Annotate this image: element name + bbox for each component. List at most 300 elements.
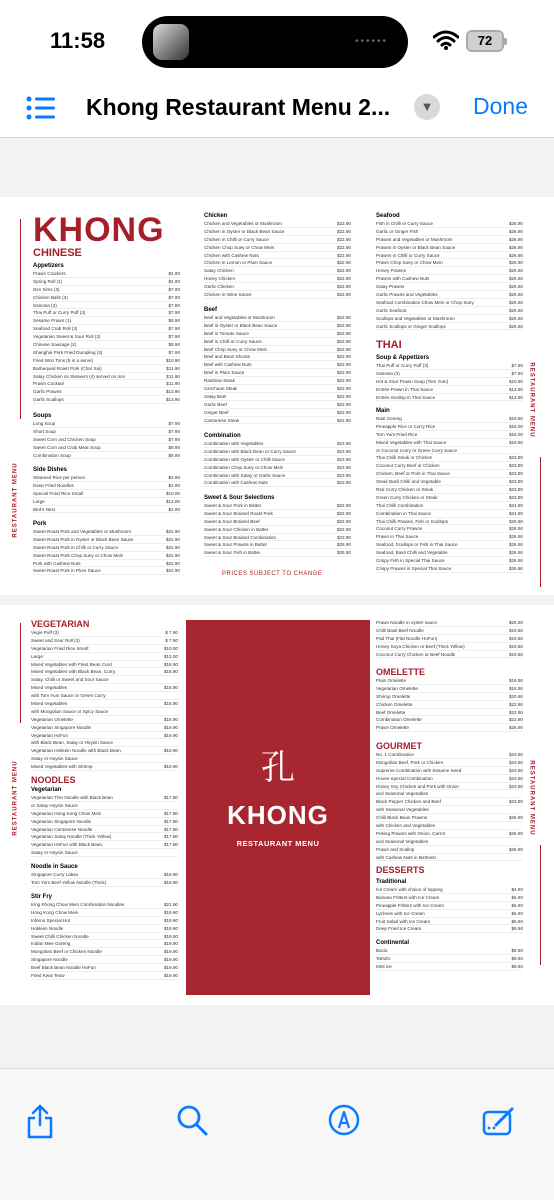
menu-item-price: $18.90 <box>163 879 178 885</box>
menu-item <box>376 701 523 709</box>
menu-item-name: Sweet & Sour Braised Combination <box>204 534 277 540</box>
menu-item-name: Garlic Seafood <box>376 307 407 313</box>
menu-item-price: $6.90 <box>511 926 523 932</box>
menu-item-price: $17.90 <box>163 818 178 824</box>
menu-item <box>33 302 180 310</box>
menu-item-name: Plain Omelette <box>376 678 407 683</box>
menu-item <box>33 444 180 452</box>
menu-cover-panel <box>186 620 370 995</box>
menu-item-name: Prawn Omelette <box>376 725 409 731</box>
menu-item <box>31 841 178 849</box>
menu-item-name: Hot & Sour Prawn Soup (Tom Yum) <box>376 378 449 384</box>
menu-item-name: Large: <box>31 653 45 659</box>
menu-item <box>376 790 523 798</box>
menu-item <box>376 307 523 315</box>
menu-item-price: $26.90 <box>508 268 523 274</box>
menu-item-price: $26.90 <box>508 815 523 821</box>
battery-indicator <box>466 30 504 52</box>
side-rule-left <box>20 219 21 419</box>
menu-item-name: Steak Basil Chilli and Vegetable <box>376 479 441 485</box>
menu-item <box>204 322 351 330</box>
menu-item-name: Thai Chilli Combination <box>376 502 424 508</box>
menu-item <box>376 918 523 926</box>
menu-item-price: $23.90 <box>336 472 351 478</box>
menu-item-name: Honey Soya Chicken or Beef (Thick Yellow) <box>376 643 465 649</box>
menu-item-name: Sweet & Sour Chicken in Batter <box>204 526 269 532</box>
menu-item <box>31 724 178 732</box>
menu-item-price: $22.90 <box>336 276 351 282</box>
menu-item-name: Vegetarian HoFun <box>31 732 69 738</box>
menu-item-price: $22.90 <box>336 268 351 274</box>
menu-item-price: $26.90 <box>508 323 523 329</box>
menu-item <box>376 677 523 685</box>
menu-item <box>376 315 523 323</box>
search-icon[interactable] <box>176 1103 208 1139</box>
menu-item-name: Pineapple Fritters with Ice Cream <box>376 902 444 908</box>
wifi-icon <box>433 30 459 50</box>
menu-item <box>204 417 351 425</box>
menu-item <box>31 794 178 802</box>
menu-item-price: $22.90 <box>336 518 351 524</box>
menu-item-name: Vegetarian Satay Noodle (Thick Yellow) <box>31 834 112 840</box>
menu-item-price: $8.90 <box>511 948 523 953</box>
menu-item-name: Fried Won Tons (5 in a serve) <box>33 357 94 363</box>
menu-item-price: $26.90 <box>508 307 523 313</box>
menu-item <box>31 629 178 637</box>
menu-item-price: $6.90 <box>511 918 523 924</box>
menu-item-price: $23.90 <box>336 480 351 486</box>
menu-item-name: Green Curry Chicken or Steak <box>376 494 438 500</box>
menu-item-name: Samosa (3) <box>376 370 400 376</box>
menu-item-price: $19.90 <box>163 925 178 931</box>
menu-item-name: Sweet Roast Pork in Plum Sauce <box>33 568 101 574</box>
menu-item <box>31 810 178 818</box>
menu-item-name: Satay or Hoysin Sauce <box>31 756 78 762</box>
menu-item-price: $18.90 <box>508 685 523 691</box>
menu-item <box>33 528 180 536</box>
menu-item-price: $19.90 <box>163 957 178 963</box>
menu-item <box>31 818 178 826</box>
menu-item-price: $26.90 <box>508 260 523 266</box>
menu-item <box>376 275 523 283</box>
menu-item <box>33 349 180 357</box>
menu-item-price: $19.90 <box>163 941 178 947</box>
menu-item-name: Beef in Tomato Sauce <box>204 330 249 336</box>
menu-item <box>204 409 351 417</box>
menu-item <box>376 709 523 717</box>
menu-item-price: $26.90 <box>508 846 523 852</box>
menu-item-name: Beef with Cashew Nuts <box>204 362 252 368</box>
menu-item-name: with Chicken and Vegetables <box>376 823 435 829</box>
menu-item-price: $18.90 <box>163 685 178 691</box>
menu-item <box>31 653 178 661</box>
menu-item-name: Prawn Crackers <box>33 271 66 276</box>
menu-item <box>31 833 178 841</box>
menu-item-price: $22.90 <box>336 338 351 344</box>
menu-item-price: $24.90 <box>508 502 523 508</box>
menu-item-price: $11.90 <box>166 373 180 379</box>
menu-item-name: Sweet Roast Pork and Vegetables or Mushroom <box>33 529 132 534</box>
menu-item <box>204 510 351 518</box>
menu-item-name: Garlic Beef <box>204 401 227 407</box>
menu-item-price: $23.90 <box>508 767 523 773</box>
menu-item <box>376 925 523 933</box>
menu-item <box>376 724 523 732</box>
menu-item <box>376 362 523 370</box>
menu-item <box>376 886 523 894</box>
menu-item <box>376 693 523 701</box>
menu-item-name: Chicken and Vegetables or Mushroom <box>204 221 282 226</box>
menu-item-name: Szechuan Steak <box>204 386 238 392</box>
menu-item <box>376 902 523 910</box>
menu-item-price: $15.00 <box>508 431 523 437</box>
menu-item <box>33 436 180 444</box>
list-more-noodles <box>376 619 523 658</box>
section-vegetarian: VEGETARIAN <box>31 619 90 629</box>
menu-item <box>31 933 178 941</box>
menu-item <box>376 783 523 791</box>
menu-item-price: $18.90 <box>163 724 178 730</box>
menu-item-price: $22.90 <box>336 503 351 508</box>
menu-item-name: Chilli Black Bean Prawns <box>376 815 428 821</box>
menu-item <box>33 490 180 498</box>
menu-item-name: or Satay Hoysin Sauce <box>31 802 78 808</box>
menu-item-name: Dim Sims (3) <box>33 286 60 292</box>
menu-item-price: $22.90 <box>165 544 180 550</box>
menu-item-name: Chicken in Oyster or Black Bean Sauce <box>204 228 285 234</box>
menu-item <box>376 798 523 806</box>
menu-item-price: $7.90 <box>168 310 180 316</box>
menu-item-name: Garlic Prawns and Vegetables <box>376 292 438 298</box>
menu-item-name: Vegetarian HoFun with Black Bean, <box>31 842 104 848</box>
menu-item <box>376 252 523 260</box>
menu-item-price: $10.90 <box>508 378 523 384</box>
menu-item-name: Sweet Roast Pork in Oyster or Black Bean Sauce <box>33 536 134 542</box>
menu-item-name: Cantonese Steak <box>204 417 240 423</box>
menu-item <box>31 925 178 933</box>
menu-item <box>31 956 178 964</box>
menu-item-price: $26.90 <box>508 725 523 731</box>
menu-item <box>33 333 180 341</box>
menu-item-name: Seafood, Scallops or Fish in Thai Sauce <box>376 542 458 548</box>
menu-item <box>204 526 351 534</box>
menu-item-price: $22.90 <box>336 221 351 226</box>
menu-item-price: $24.90 <box>508 510 523 516</box>
menu-item <box>204 267 351 275</box>
now-playing-thumbnail[interactable] <box>153 24 189 60</box>
menu-item-price: $22.90 <box>165 536 180 542</box>
menu-item-name: with Cashew Nuts in Birdnest <box>376 854 436 860</box>
menu-item-name: Mongolian Beef, Pork or Chicken <box>376 759 444 765</box>
menu-item-name: Honey Chicken <box>204 276 236 282</box>
menu-item <box>31 692 178 700</box>
menu-item <box>204 534 351 542</box>
heading-soup-appetizers: Soup & Appetizers <box>376 355 430 361</box>
menu-item-price: $4.90 <box>168 482 180 488</box>
menu-item <box>376 386 523 394</box>
menu-item-price: $23.90 <box>508 775 523 781</box>
menu-item-price: $26.90 <box>508 550 523 556</box>
menu-item-price: $19.90 <box>163 973 178 979</box>
menu-item-name: Honey Prawns <box>376 268 406 274</box>
menu-item-price: $19.90 <box>163 917 178 923</box>
menu-item-price: $7.90 <box>168 436 180 442</box>
list-sweet-sour <box>204 502 351 557</box>
menu-item <box>376 549 523 557</box>
menu-item-price: $12.00 <box>163 653 178 659</box>
side-label-left: RESTAURANT MENU <box>12 760 19 836</box>
heading-soups: Soups <box>33 413 52 419</box>
menu-item <box>376 910 523 918</box>
menu-item-name: Prawn Noodle in oyster sauce <box>376 620 438 625</box>
menu-item <box>376 454 523 462</box>
menu-item-name: Thai Chilli Steak or Chicken <box>376 455 433 461</box>
menu-item-name: Vegetarian Fried Rice Small: <box>31 645 90 651</box>
menu-item <box>376 830 523 838</box>
menu-item-price: $17.90 <box>163 834 178 840</box>
heading-vegetarian-noodles: Vegetarian <box>31 787 62 793</box>
menu-item-price: $6.90 <box>511 894 523 900</box>
menu-item <box>31 826 178 834</box>
heading-noodle-sauce: Noodle in Sauce <box>31 864 78 870</box>
menu-item-price: $22.90 <box>336 401 351 407</box>
menu-item-price: $26.90 <box>508 244 523 250</box>
menu-item-name: Coconut Curry Chicken or Beef Noodle <box>376 651 456 657</box>
side-label-left: RESTAURANT MENU <box>12 462 19 538</box>
menu-item <box>376 494 523 502</box>
menu-item-name: Spring Roll (1) <box>33 278 63 284</box>
menu-item <box>376 518 523 526</box>
menu-item-name: Chicken in Lemon or Plum Sauce <box>204 260 273 266</box>
menu-item-price: $22.90 <box>336 370 351 376</box>
menu-item-price: $26.90 <box>508 221 523 226</box>
menu-item <box>204 456 351 464</box>
menu-item <box>376 533 523 541</box>
menu-item <box>376 963 523 971</box>
menu-item-price: $19.90 <box>163 933 178 939</box>
menu-item <box>204 220 351 228</box>
menu-item-price: $4.90 <box>168 506 180 512</box>
menu-item <box>376 510 523 518</box>
menu-item-price: $4.90 <box>168 475 180 480</box>
menu-item-name: Ginger Beef <box>204 409 229 415</box>
menu-item-price: $26.90 <box>508 526 523 532</box>
menu-item-name: Peking Prawns with Onion, Carrot <box>376 830 445 836</box>
menu-item-price: $22.90 <box>336 330 351 336</box>
menu-item-price: $22.90 <box>165 529 180 534</box>
menu-item-name: Coconut Curry Prawns <box>376 526 423 532</box>
menu-item-price: $22.90 <box>336 393 351 399</box>
menu-item-name: Sweet Corn and Chicken Soup <box>33 436 96 442</box>
menu-item <box>33 428 180 436</box>
menu-item-price: $15.00 <box>508 423 523 429</box>
menu-item <box>204 361 351 369</box>
menu-item-price: $23.90 <box>508 783 523 789</box>
side-rule-left <box>20 623 21 723</box>
menu-item-name: Special Fried Rice Small <box>33 490 84 496</box>
menu-item-price: $8.90 <box>511 963 523 969</box>
heading-stir-fry: Stir Fry <box>31 894 53 900</box>
menu-item-price: $23.90 <box>508 494 523 500</box>
menu-item <box>31 747 178 755</box>
section-gourmet: GOURMET <box>376 741 422 751</box>
menu-item <box>204 377 351 385</box>
menu-item <box>376 415 523 423</box>
menu-item <box>376 291 523 299</box>
heading-pork: Pork <box>33 521 47 527</box>
cover-title: KHONG <box>227 800 329 830</box>
menu-item <box>31 972 178 980</box>
annotate-icon[interactable] <box>482 1103 516 1139</box>
menu-item-price: $8.90 <box>168 444 180 450</box>
menu-item-name: Deep Fried Noodles <box>33 482 74 488</box>
menu-item <box>33 544 180 552</box>
menu-item <box>33 380 180 388</box>
menu-item-price: $23.90 <box>336 534 351 540</box>
menu-item-name: Prawns and Vegetables or Mushroom <box>376 236 453 242</box>
menu-item-price: $22.90 <box>165 568 180 574</box>
menu-item-name: Pad Thai (Flat Noodle HoFun) <box>376 635 438 641</box>
menu-item-name: Hokkien Noodle <box>31 925 64 931</box>
side-rule-right <box>540 457 541 587</box>
menu-item <box>376 470 523 478</box>
menu-item-name: Crispy Fish in Special Thai Sauce <box>376 558 445 564</box>
done-button[interactable]: Done <box>473 93 528 119</box>
status-bar <box>0 0 554 82</box>
heading-traditional: Traditional <box>376 879 407 885</box>
menu-item-name: Thai Puff or Curry Puff (3) <box>33 310 86 316</box>
menu-item <box>31 668 178 676</box>
menu-item-price: $22.90 <box>165 560 180 566</box>
menu-item <box>33 420 180 428</box>
menu-item-price: $7.90 <box>168 428 180 434</box>
pdf-page-1[interactable] <box>0 197 554 595</box>
menu-item-price: $13.90 <box>508 386 523 392</box>
menu-item-name: Prawn and Scallop <box>376 846 415 852</box>
menu-item-name: Prawns with Cashew Nuts <box>376 276 430 282</box>
pdf-page-2[interactable] <box>0 605 554 1005</box>
menu-item <box>376 244 523 252</box>
markup-icon[interactable] <box>328 1103 360 1139</box>
list-seafood <box>376 220 523 330</box>
menu-item-name: Combination with Cashew Nuts <box>204 480 268 486</box>
menu-item <box>31 755 178 763</box>
menu-item <box>204 330 351 338</box>
menu-item-price: $23.90 <box>508 759 523 765</box>
menu-item <box>376 378 523 386</box>
menu-item-name: Mongolian Beef or Chicken Noodle <box>31 949 102 955</box>
navigation-bar <box>0 82 554 138</box>
menu-item-price: $7.90 <box>168 286 180 292</box>
menu-item <box>31 739 178 747</box>
menu-item-price: $18.90 <box>163 732 178 738</box>
menu-item <box>31 700 178 708</box>
document-title[interactable]: Khong Restaurant Menu 2... <box>86 94 391 120</box>
menu-item-name: Singapore Noodle <box>31 957 68 963</box>
menu-item <box>376 651 523 659</box>
menu-item-price: $22.90 <box>336 228 351 234</box>
menu-item-price: $17.90 <box>163 826 178 832</box>
menu-item-name: Thai Puff or Curry Puff (3) <box>376 363 429 368</box>
menu-item-price: $22.90 <box>336 510 351 516</box>
menu-item-price: $7.90 <box>168 349 180 355</box>
menu-item-price: $26.90 <box>508 542 523 548</box>
menu-item-name: Satay or Hoysin Sauce <box>31 850 78 856</box>
menu-item-price: $26.90 <box>508 299 523 305</box>
share-icon[interactable] <box>26 1103 54 1139</box>
menu-item-price: $4.90 <box>511 887 523 892</box>
menu-item <box>31 637 178 645</box>
menu-item <box>376 635 523 643</box>
menu-item <box>204 518 351 526</box>
menu-item-name: Vegetarian Hong Kong Chow Mein <box>31 810 102 816</box>
menu-item <box>31 901 178 909</box>
menu-item <box>204 479 351 487</box>
menu-item <box>33 388 180 396</box>
menu-item <box>31 661 178 669</box>
menu-item-name: and Seasonal Vegetables <box>376 791 429 797</box>
menu-item-price: $16.90 <box>508 678 523 683</box>
menu-item-name: Chicken Chop Suey or Chow Mein <box>204 244 275 250</box>
menu-item-name: Sweet Chilli Chicken Noodle <box>31 933 89 939</box>
menu-item-name: Seafood Combination Chow Mein or Chop Suey <box>376 299 474 305</box>
menu-item <box>376 486 523 494</box>
side-rule-right <box>540 845 541 965</box>
dynamic-island[interactable] <box>142 16 408 68</box>
menu-item <box>204 549 351 557</box>
menu-item-price: $12.00 <box>165 498 180 504</box>
menu-item-name: Seafood Crab Roll (3) <box>33 326 78 332</box>
section-chinese: CHINESE <box>33 247 82 259</box>
menu-item-name: Mixed Vegetables with Thai Sauce <box>376 439 447 445</box>
list-icon[interactable] <box>26 96 56 120</box>
menu-item-price: $18.90 <box>508 439 523 445</box>
menu-item <box>376 643 523 651</box>
menu-item-name: Mint ice <box>376 963 392 969</box>
heading-main: Main <box>376 408 390 414</box>
menu-item-name: Beef Black Bean Noodle HoFun <box>31 965 96 971</box>
menu-item-price: $7.90 <box>168 421 180 426</box>
menu-item-price: $23.90 <box>508 463 523 469</box>
menu-item <box>376 323 523 331</box>
menu-item <box>376 814 523 822</box>
menu-item-price: $23.90 <box>336 464 351 470</box>
menu-item-name: Indian Mee Goreng <box>31 941 71 947</box>
menu-item-name: Vegetarian Thin Noodle with Black Bean <box>31 795 113 800</box>
menu-item <box>376 767 523 775</box>
side-label-right: RESTAURANT MENU <box>528 760 535 836</box>
menu-item-price: $22.90 <box>336 260 351 266</box>
menu-item <box>31 732 178 740</box>
menu-item-name: Tom Yum Beef Yellow Noodle (Thick) <box>31 879 107 885</box>
menu-item <box>204 236 351 244</box>
menu-item-name: Garlic Chicken <box>204 284 234 290</box>
menu-item-name: Satay Beef <box>204 393 227 399</box>
menu-item-name: Mixed Vegetables <box>31 701 68 707</box>
menu-item <box>204 338 351 346</box>
menu-item-price: $23.90 <box>508 455 523 461</box>
menu-item-price: $17.90 <box>163 810 178 816</box>
menu-item-name: Beef Chop Suey or Chow Mein <box>204 346 268 352</box>
menu-item <box>204 541 351 549</box>
menu-item-price: $21.90 <box>163 902 178 907</box>
menu-item <box>33 536 180 544</box>
menu-item-name: Sweet Corn and Crab Meat Soup <box>33 444 101 450</box>
menu-item-name: Beef in Oyster or Black Bean Sauce <box>204 322 278 328</box>
chevron-down-icon[interactable]: ▼ <box>414 94 440 120</box>
heading-combination: Combination <box>204 433 241 439</box>
menu-item-price: $23.90 <box>336 441 351 446</box>
